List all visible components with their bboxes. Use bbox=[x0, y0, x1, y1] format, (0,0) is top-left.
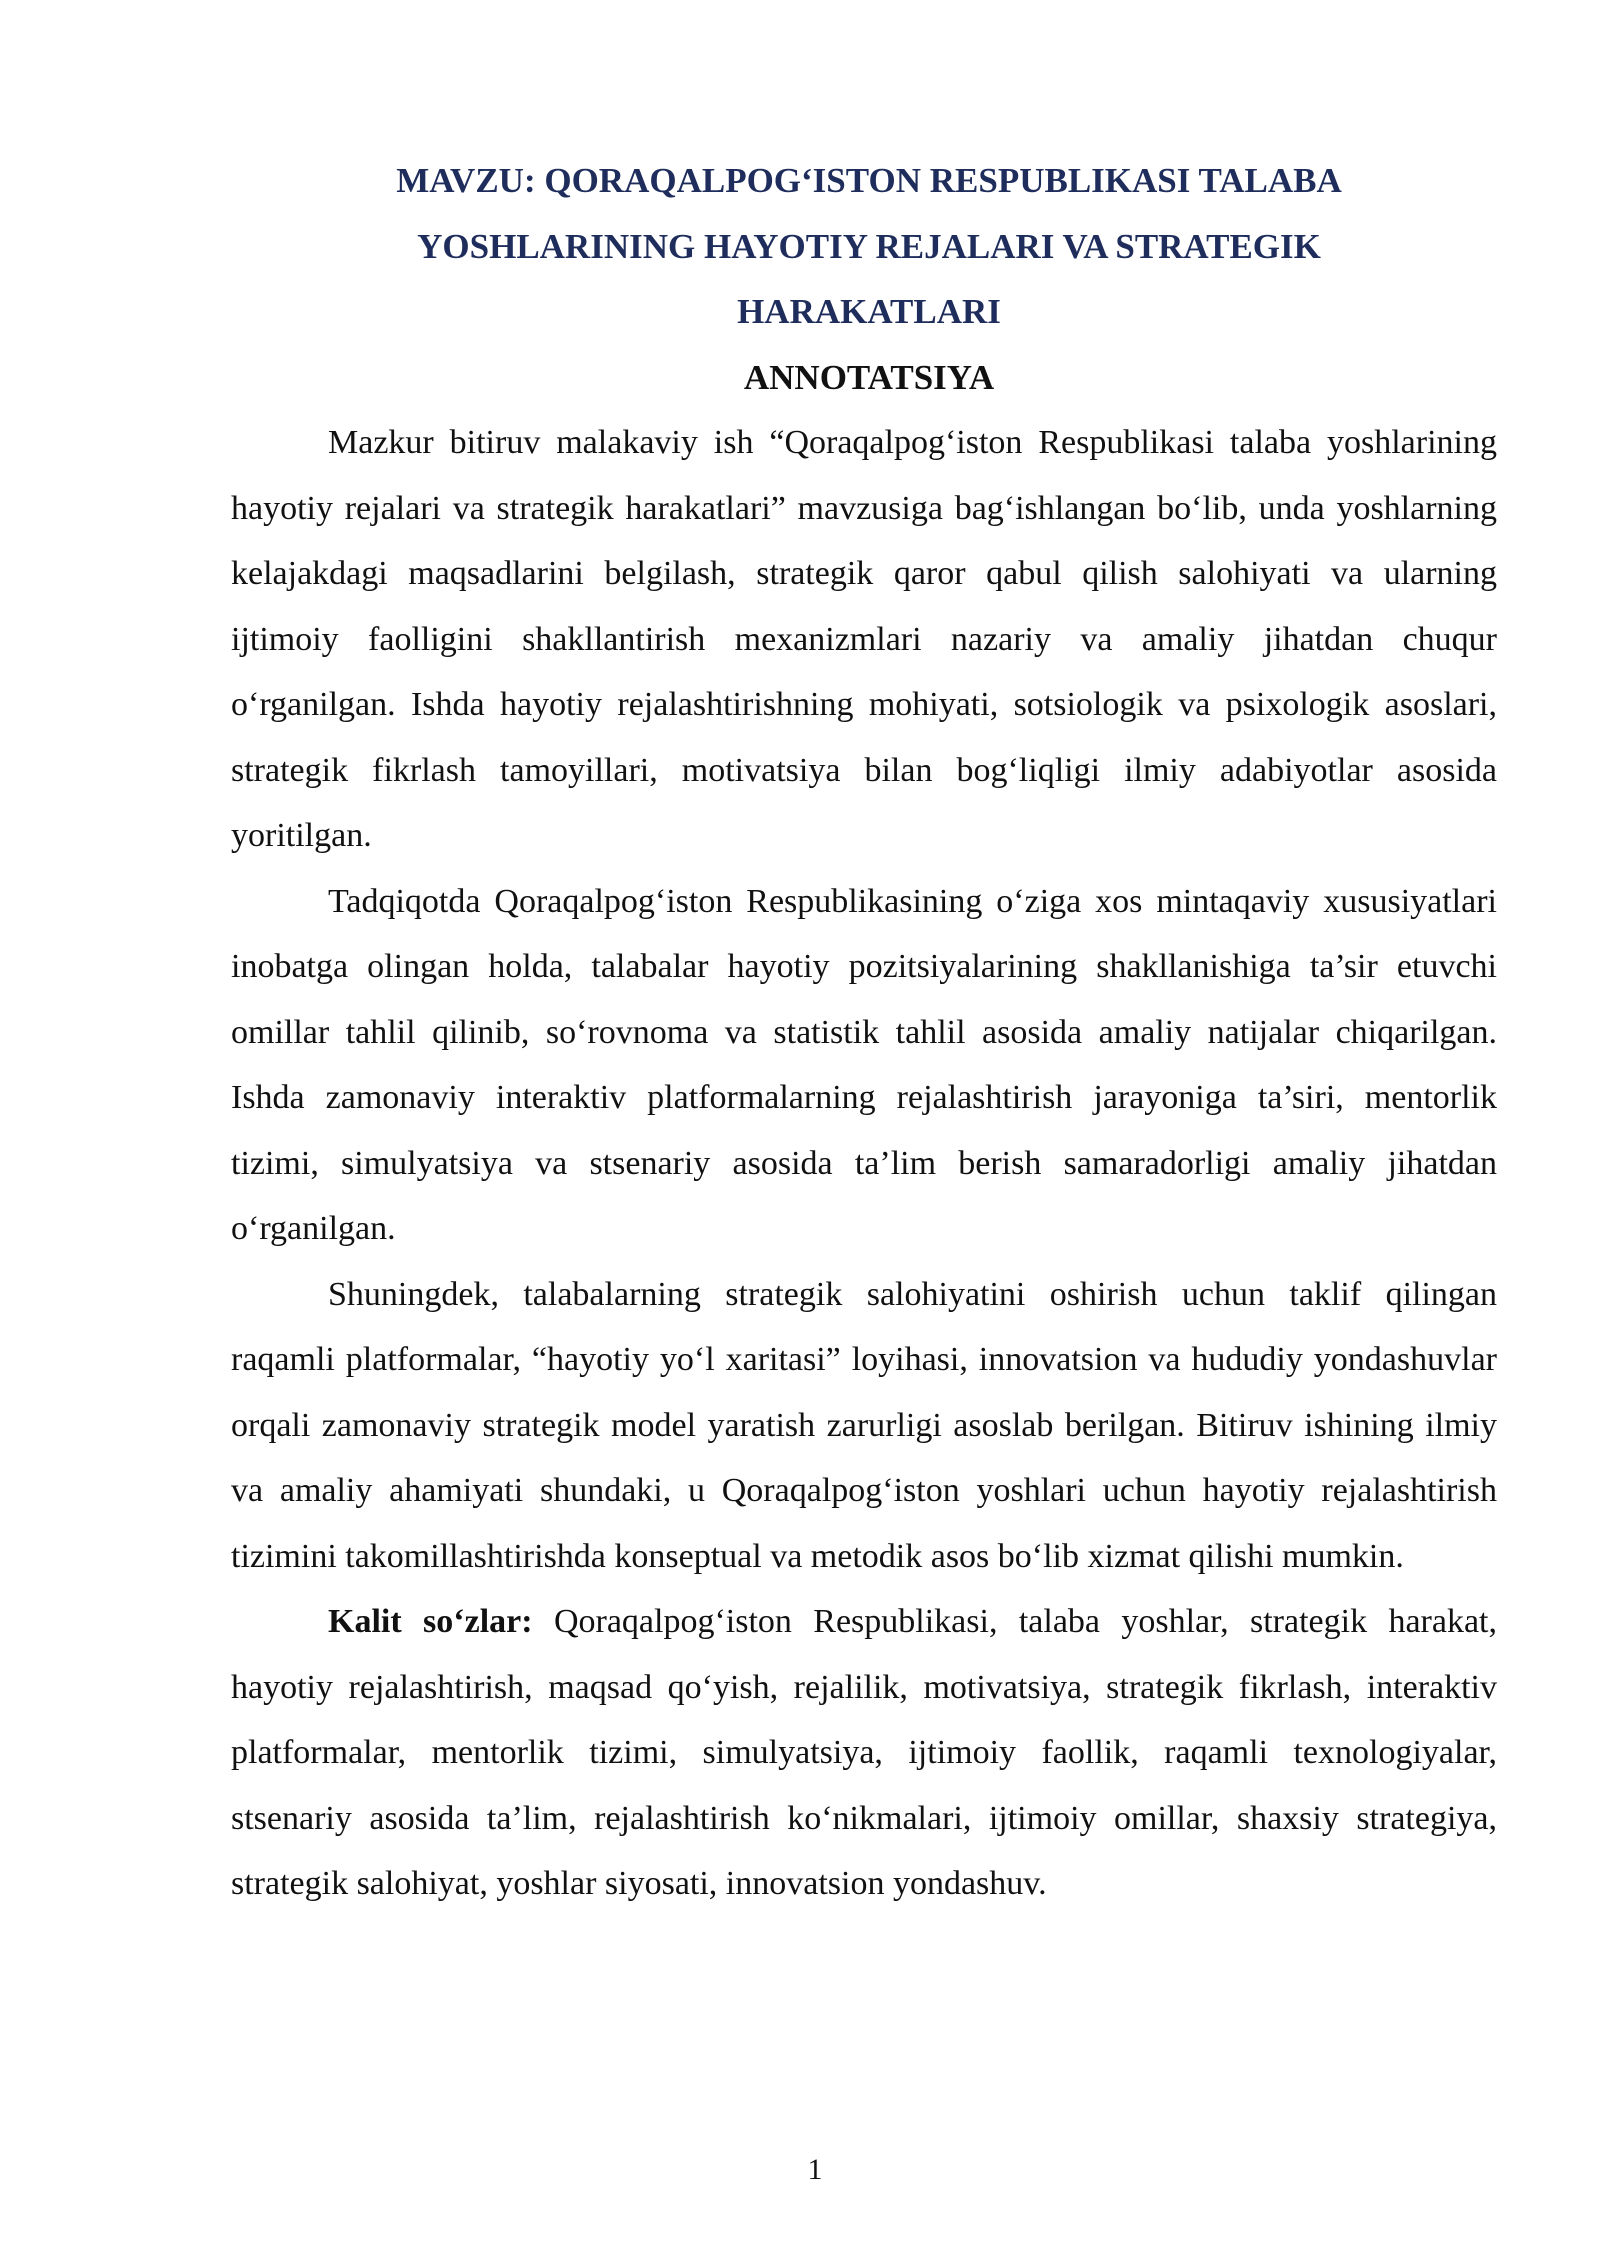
paragraph-1: Mazkur bitiruv malakaviy ish “Qoraqalpog‘iston Respublikasi talaba yoshlarining hayotiy rejalari va strategik harakatlari” mavzusiga bag‘ishlangan bo‘lib, unda yoshlarning kelajakdagi maqsadlarini belgilash, strategik qaror qabul qilish salohiyati va ularning ijtimoiy faolligini shakllantirish mexanizmlari nazariy va amaliy jihatdan chuqur o‘rganilgan. Ishda hayotiy rejalashtirishning mohiyati, sotsiologik va psixologik asoslari, strategik fikrlash tamoyillari, motivatsiya bilan bog‘liqligi ilmiy adabiyotlar asosida yoritilgan. bbox=[231, 424, 1497, 854]
keywords-paragraph bbox=[231, 1589, 1497, 1917]
document-title-line-2: YOSHLARINING HAYOTIY REJALARI VA STRATEGIK bbox=[417, 226, 1321, 266]
page-content bbox=[231, 148, 1497, 1917]
section-heading: ANNOTATSIYA bbox=[743, 357, 995, 397]
paragraph-2: Tadqiqotda Qoraqalpog‘iston Respublikasining o‘ziga xos mintaqaviy xususiyatlari inobatga olingan holda, talabalar hayotiy pozitsiyalarining shakllanishiga ta’sir etuvchi omillar tahlil qilinib, so‘rovnoma va statistik tahlil asosida amaliy natijalar chiqarilgan. Ishda zamonaviy interaktiv platformalarning rejalashtirish jarayoniga ta’siri, mentorlik tizimi, simulyatsiya va stsenariy asosida ta’lim berish samaradorligi amaliy jihatdan o‘rganilgan. bbox=[231, 882, 1497, 1247]
document-title-line-3: HARAKATLARI bbox=[737, 292, 1001, 331]
page-number: 1 bbox=[807, 2153, 823, 2186]
keywords-text: Qoraqalpog‘iston Respublikasi, talaba yoshlar, strategik harakat, hayotiy rejalashtirish, maqsad qo‘yish, rejalilik, motivatsiya, strategik fikrlash, interaktiv platformalar, mentorlik tizimi, simulyatsiya, ijtimoiy faollik, raqamli texnologiyalar, stsenariy asosida ta’lim, rejalashtirish ko‘nikmalari, ijtimoiy omillar, shaxsiy strategiya, strategik salohiyat, yoshlar siyosati, innovatsion yondashuv. bbox=[231, 1603, 1498, 1902]
paragraph-3: Shuningdek, talabalarning strategik salohiyatini oshirish uchun taklif qilingan raqamli platformalar, “hayotiy yo‘l xaritasi” loyihasi, innovatsion va hududiy yondashuvlar orqali zamonaviy strategik model yaratish zarurligi asoslab berilgan. Bitiruv ishining ilmiy va amaliy ahamiyati shundaki, u Qoraqalpog‘iston yoshlari uchun hayotiy rejalashtirish tizimini takomillashtirishda konseptual va metodik asos bo‘lib xizmat qilishi mumkin. bbox=[231, 1275, 1497, 1575]
keywords-label: Kalit so‘zlar: bbox=[328, 1603, 533, 1640]
document-title-line-1: MAVZU: QORAQALPOG‘ISTON RESPUBLIKASI TALABA bbox=[396, 161, 1342, 200]
